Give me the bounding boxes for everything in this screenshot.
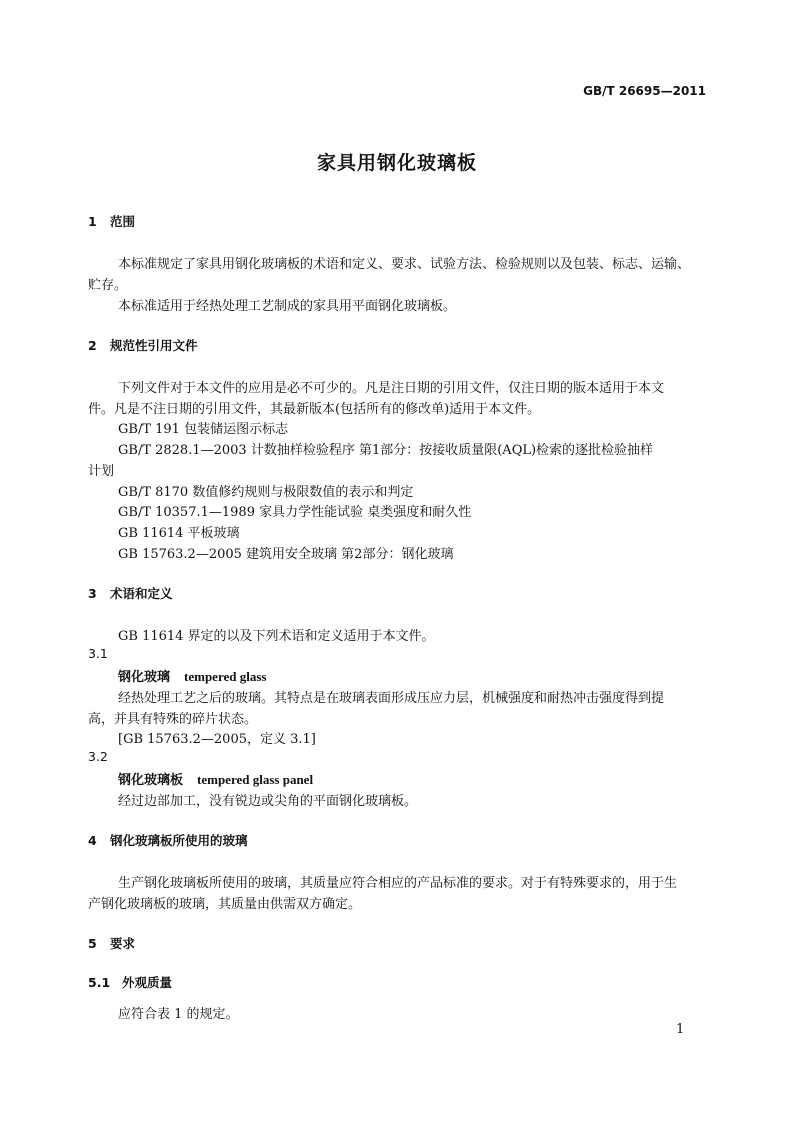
paragraph-line: 产钢化玻璃板的玻璃，其质量由供需双方确定。 [88,897,362,912]
section-number: 2 [88,338,97,353]
paragraph-line: 件。凡是不注日期的引用文件，其最新版本(包括所有的修改单)适用于本文件。 [88,402,541,417]
section-title: 术语和定义 [110,586,173,601]
paragraph-line: 本标准适用于经热处理工艺制成的家具用平面钢化玻璃板。 [118,299,457,314]
page-number: 1 [676,1022,685,1037]
term-entry [118,769,313,788]
document-title: 家具用钢化玻璃板 [316,152,477,174]
definition-line: 经热处理工艺之后的玻璃。其特点是在玻璃表面形成压应力层，机械强度和耐热冲击强度得到提 [118,691,665,706]
term-chinese: 钢化玻璃 [118,670,171,685]
term-number: 3.1 [88,646,108,661]
definition-line: 高，并具有特殊的碎片状态。 [88,712,258,727]
reference-item: GB 11614 平板玻璃 [118,526,240,541]
term-number: 3.2 [88,749,108,764]
section-title: 要求 [110,936,136,951]
subsection-title: 外观质量 [122,975,173,990]
section-number: 5 [88,936,97,951]
subsection-number: 5.1 [88,975,111,990]
standard-number: GB/T 26695—2011 [583,84,706,98]
section-2-heading [88,336,198,354]
term-entry [118,666,266,685]
section-title: 范围 [110,214,136,229]
reference-item: GB/T 2828.1—2003 计数抽样检验程序 第1部分：按接收质量限(AQL)检索的逐批检验抽样 [118,443,654,458]
section-title: 钢化玻璃板所使用的玻璃 [110,833,248,848]
term-chinese: 钢化玻璃板 [118,773,184,788]
paragraph-line: 本标准规定了家具用钢化玻璃板的术语和定义、要求、试验方法、检验规则以及包装、标志、运输、 [118,257,691,272]
paragraph-line: 下列文件对于本文件的应用是必不可少的。凡是注日期的引用文件，仅注日期的版本适用于本文 [118,381,665,396]
reference-item-continued: 计划 [88,464,115,479]
definition-line: 经过边部加工，没有锐边或尖角的平面钢化玻璃板。 [118,794,418,809]
paragraph-line: 生产钢化玻璃板所使用的玻璃，其质量应符合相应的产品标准的要求。对于有特殊要求的，用于生 [118,876,678,891]
section-number: 4 [88,833,97,848]
section-number: 3 [88,586,97,601]
reference-item: GB/T 10357.1—1989 家具力学性能试验 桌类强度和耐久性 [118,505,472,520]
reference-item: GB/T 191 包装储运图示标志 [118,422,289,437]
reference-item: GB 15763.2—2005 建筑用安全玻璃 第2部分：钢化玻璃 [118,547,454,562]
reference-item: GB/T 8170 数值修约规则与极限数值的表示和判定 [118,485,414,500]
subsection-5-1-heading [88,973,172,991]
section-number: 1 [88,214,97,229]
section-title: 规范性引用文件 [110,338,198,353]
section-3-heading [88,584,173,602]
section-4-heading [88,831,248,849]
paragraph-line: 应符合表 1 的规定。 [118,1007,239,1022]
paragraph-line: 贮存。 [88,278,128,293]
term-english: tempered glass panel [197,772,314,787]
paragraph-line: GB 11614 界定的以及下列术语和定义适用于本文件。 [118,629,435,644]
section-1-heading [88,212,135,230]
term-english: tempered glass [184,669,267,684]
section-5-heading [88,934,135,952]
definition-source: [GB 15763.2—2005，定义 3.1] [118,732,316,747]
